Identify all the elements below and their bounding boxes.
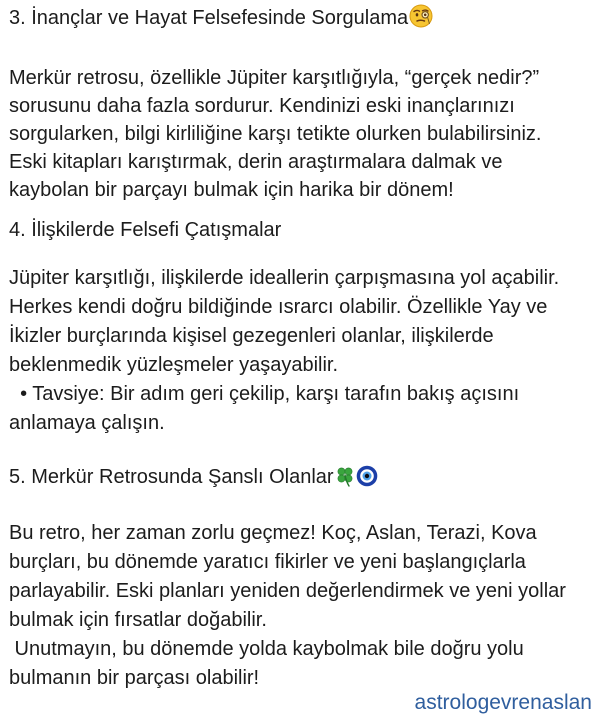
monocle-face-icon — [409, 4, 433, 36]
section-4-line-3: İkizler burçlarında kişisel gezegenleri olanlar, ilişkilerde — [9, 325, 494, 347]
four-leaf-clover-icon — [335, 465, 355, 495]
section-4-tip-line-2: anlamaya çalışın. — [9, 412, 165, 434]
section-5-line-1: Bu retro, her zaman zorlu geçmez! Koç, Aslan, Terazi, Kova — [9, 522, 537, 544]
section-heading-5-text: 5. Merkür Retrosunda Şanslı Olanlar — [9, 466, 334, 488]
section-5-line-3: parlayabilir. Eski planları yeniden değerlendirmek ve yeni yollar — [9, 580, 566, 602]
section-5-line-6: bulmanın bir parçası olabilir! — [9, 667, 260, 689]
section-heading-3-text: 3. İnançlar ve Hayat Felsefesinde Sorgulama — [9, 7, 409, 29]
section-3-line-1: Merkür retrosu, özellikle Jüpiter karşıtlığıyla, “gerçek nedir?” — [9, 67, 540, 89]
section-3-line-3: sorgularken, bilgi kirliliğine karşı tetikte olurken bulabilirsiniz. — [9, 123, 542, 145]
section-heading-4: 4. İlişkilerde Felsefi Çatışmalar — [9, 219, 282, 241]
section-heading-3 — [9, 4, 433, 36]
section-3-line-5: kaybolan bir parçayı bulmak için harika bir dönem! — [9, 179, 454, 201]
section-5-line-4: bulmak için fırsatlar doğabilir. — [9, 609, 267, 631]
section-5-line-2: burçları, bu dönemde yaratıcı fikirler ve yeni başlangıçlarla — [9, 551, 526, 573]
section-4-line-4: beklenmedik yüzleşmeler yaşayabilir. — [9, 354, 339, 376]
section-3-line-2: sorusunu daha fazla sordurur. Kendinizi eski inançlarınızı — [9, 95, 515, 117]
section-4-line-2: Herkes kendi doğru bildiğinde ısrarcı olabilir. Özellikle Yay ve — [9, 296, 548, 318]
section-5-line-5: Unutmayın, bu dönemde yolda kaybolmak bile doğru yolu — [9, 638, 524, 660]
section-heading-5 — [9, 463, 378, 495]
author-signature: astrologevrenaslan — [414, 691, 592, 714]
section-3-line-4: Eski kitapları karıştırmak, derin araştırmalara dalmak ve — [9, 151, 503, 173]
section-4-tip-line-1: • Tavsiye: Bir adım geri çekilip, karşı tarafın bakış açısını — [9, 383, 520, 405]
nazar-amulet-icon — [356, 465, 378, 495]
section-4-line-1: Jüpiter karşıtlığı, ilişkilerde ideallerin çarpışmasına yol açabilir. — [9, 267, 560, 289]
